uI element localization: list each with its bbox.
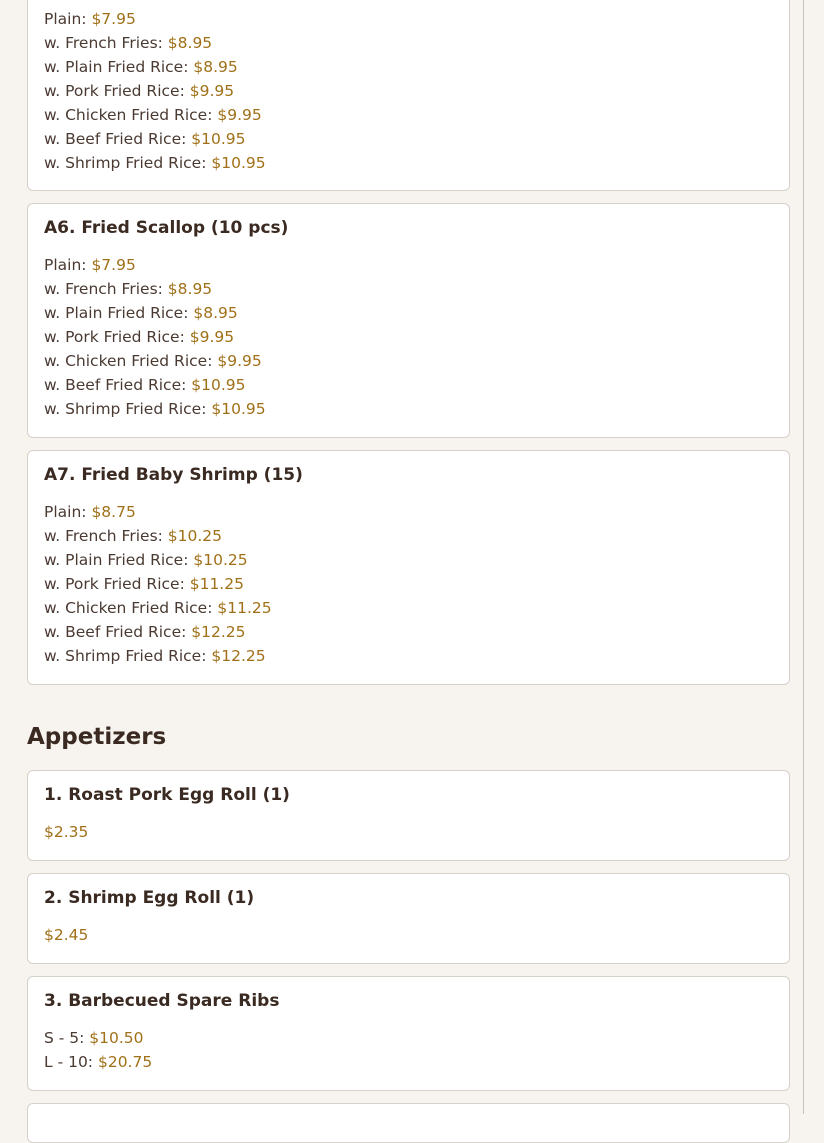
section-heading-appetizers: Appetizers: [27, 724, 167, 750]
price-line: w. Chicken Fried Rice: $9.95: [44, 106, 262, 124]
price-line: w. Pork Fried Rice: $9.95: [44, 82, 235, 100]
price-line: w. Plain Fried Rice: $10.25: [44, 551, 248, 569]
menu-item-card-a6[interactable]: [27, 203, 790, 438]
menu-item-card-appetizer-4[interactable]: [27, 1103, 790, 1143]
menu-item-card-appetizer-3[interactable]: [27, 976, 790, 1091]
price-line: w. French Fries: $8.95: [44, 280, 213, 298]
menu-item-card-appetizer-2[interactable]: [27, 873, 790, 964]
price-line: w. Pork Fried Rice: $9.95: [44, 328, 235, 346]
price-line: w. Beef Fried Rice: $10.95: [44, 130, 246, 148]
price-line: w. Beef Fried Rice: $10.95: [44, 376, 246, 394]
price-line: w. Chicken Fried Rice: $9.95: [44, 352, 262, 370]
price-line: w. Shrimp Fried Rice: $12.25: [44, 647, 266, 665]
price-line: $2.45: [44, 926, 89, 944]
price-line: w. Plain Fried Rice: $8.95: [44, 304, 238, 322]
price-line: Plain: $7.95: [44, 256, 136, 274]
price-line: w. Beef Fried Rice: $12.25: [44, 623, 246, 641]
item-title: 1. Roast Pork Egg Roll (1): [44, 785, 290, 805]
menu-item-card-appetizer-1[interactable]: [27, 770, 790, 861]
menu-item-card-a5[interactable]: [27, 0, 790, 191]
price-line: w. French Fries: $10.25: [44, 527, 223, 545]
page-right-edge: [803, 0, 804, 1114]
menu-item-card-a7[interactable]: [27, 450, 790, 685]
price-line: w. Plain Fried Rice: $8.95: [44, 58, 238, 76]
item-title: 3. Barbecued Spare Ribs: [44, 991, 280, 1011]
price-line: w. French Fries: $8.95: [44, 34, 213, 52]
price-line: Plain: $7.95: [44, 10, 136, 28]
price-line: w. Shrimp Fried Rice: $10.95: [44, 154, 266, 172]
price-line: w. Chicken Fried Rice: $11.25: [44, 599, 272, 617]
price-line: w. Shrimp Fried Rice: $10.95: [44, 400, 266, 418]
price-line: L - 10: $20.75: [44, 1053, 153, 1071]
price-line: Plain: $8.75: [44, 503, 136, 521]
price-line: $2.35: [44, 823, 89, 841]
item-title: A7. Fried Baby Shrimp (15): [44, 465, 303, 485]
item-title: A6. Fried Scallop (10 pcs): [44, 218, 289, 238]
price-line: w. Pork Fried Rice: $11.25: [44, 575, 244, 593]
price-line: S - 5: $10.50: [44, 1029, 144, 1047]
item-title: 2. Shrimp Egg Roll (1): [44, 888, 255, 908]
